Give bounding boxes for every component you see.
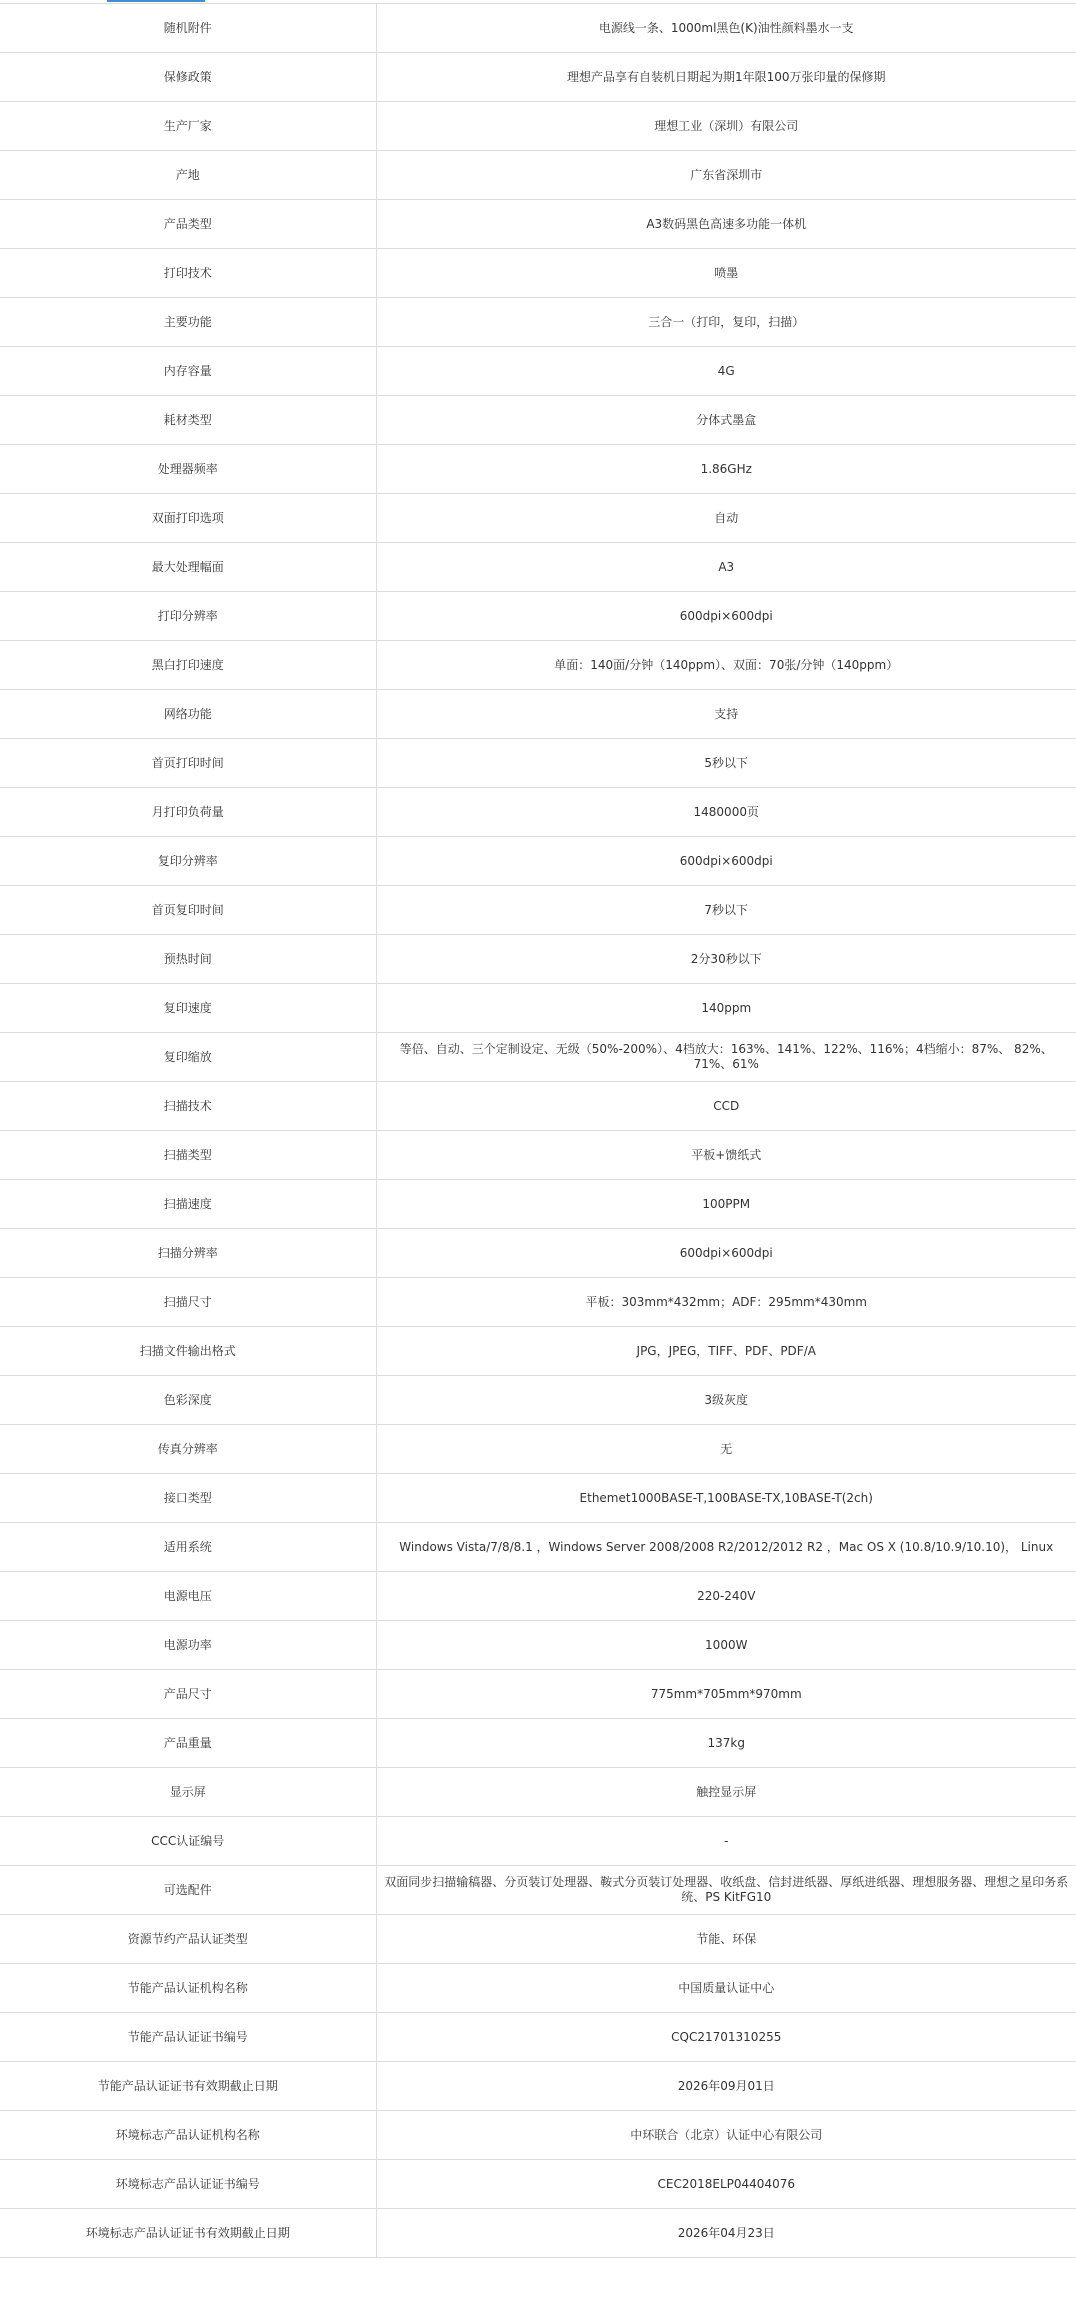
spec-value: 1480000页 [376,788,1076,837]
spec-value: 2分30秒以下 [376,935,1076,984]
spec-name: 主要功能 [0,298,376,347]
spec-value: 平板+馈纸式 [376,1131,1076,1180]
spec-value: 电源线一条、1000ml黑色(K)油性颜料墨水一支 [376,4,1076,53]
spec-name: 复印速度 [0,984,376,1033]
spec-value: - [376,1817,1076,1866]
spec-value: 600dpi×600dpi [376,592,1076,641]
spec-name: 首页复印时间 [0,886,376,935]
table-row [0,1523,1076,1572]
spec-name: 产品类型 [0,200,376,249]
table-row [0,396,1076,445]
spec-name: 资源节约产品认证类型 [0,1915,376,1964]
spec-value: 无 [376,1425,1076,1474]
table-row [0,1964,1076,2013]
table-row [0,1474,1076,1523]
table-row [0,739,1076,788]
table-row [0,445,1076,494]
table-row [0,2062,1076,2111]
spec-value: 触控显示屏 [376,1768,1076,1817]
spec-name: 随机附件 [0,4,376,53]
spec-value: 1.86GHz [376,445,1076,494]
table-row [0,1278,1076,1327]
table-row [0,102,1076,151]
spec-name: 复印缩放 [0,1033,376,1082]
spec-value: CEC2018ELP04404076 [376,2160,1076,2209]
spec-value: 喷墨 [376,249,1076,298]
spec-name: 扫描文件输出格式 [0,1327,376,1376]
spec-value: CCD [376,1082,1076,1131]
spec-name: 扫描类型 [0,1131,376,1180]
spec-name: 扫描技术 [0,1082,376,1131]
spec-name: 预热时间 [0,935,376,984]
table-row [0,4,1076,53]
spec-value: 137kg [376,1719,1076,1768]
spec-value: 140ppm [376,984,1076,1033]
spec-name: 色彩深度 [0,1376,376,1425]
spec-name: 环境标志产品认证证书编号 [0,2160,376,2209]
spec-value: 理想工业（深圳）有限公司 [376,102,1076,151]
table-row [0,592,1076,641]
table-row [0,1033,1076,1082]
table-row [0,151,1076,200]
spec-value: 中国质量认证中心 [376,1964,1076,2013]
table-row [0,1376,1076,1425]
spec-name: 处理器频率 [0,445,376,494]
spec-name: 打印技术 [0,249,376,298]
table-row [0,1621,1076,1670]
spec-name: 双面打印选项 [0,494,376,543]
spec-value: 2026年09月01日 [376,2062,1076,2111]
spec-name: 节能产品认证机构名称 [0,1964,376,2013]
spec-name: 环境标志产品认证机构名称 [0,2111,376,2160]
spec-value: Ethemet1000BASE-T,100BASE-TX,10BASE-T(2ch) [376,1474,1076,1523]
spec-value: 775mm*705mm*970mm [376,1670,1076,1719]
spec-name: 接口类型 [0,1474,376,1523]
table-row [0,2209,1076,2258]
spec-name: 月打印负荷量 [0,788,376,837]
table-row [0,1768,1076,1817]
spec-name: 环境标志产品认证证书有效期截止日期 [0,2209,376,2258]
table-row [0,690,1076,739]
spec-name: 可选配件 [0,1866,376,1915]
spec-name: 保修政策 [0,53,376,102]
spec-value: 单面：140面/分钟（140ppm）、双面：70张/分钟（140ppm） [376,641,1076,690]
spec-name: 扫描速度 [0,1180,376,1229]
table-row [0,249,1076,298]
table-row [0,837,1076,886]
spec-name: 复印分辨率 [0,837,376,886]
table-row [0,1229,1076,1278]
table-row [0,2013,1076,2062]
active-tab-indicator [107,0,205,2]
table-row [0,1082,1076,1131]
spec-value: 3级灰度 [376,1376,1076,1425]
spec-name: 生产厂家 [0,102,376,151]
table-row [0,347,1076,396]
table-row [0,1327,1076,1376]
spec-value: 双面同步扫描输稿器、分页装订处理器、鞍式分页装订处理器、收纸盘、信封进纸器、厚纸进纸器、理想服务器、理想之星印务系统、PS KitFG10 [376,1866,1076,1915]
spec-value: 等倍、自动、三个定制设定、无级（50%-200%）、4档放大：163%、141%、122%、116%；4档缩小：87%、 82%、71%、61% [376,1033,1076,1082]
spec-name: 网络功能 [0,690,376,739]
table-row [0,494,1076,543]
spec-name: 节能产品认证证书有效期截止日期 [0,2062,376,2111]
spec-value: 分体式墨盒 [376,396,1076,445]
table-row [0,1866,1076,1915]
table-row [0,2111,1076,2160]
table-row [0,298,1076,347]
spec-name: 耗材类型 [0,396,376,445]
spec-value: 自动 [376,494,1076,543]
spec-value: 600dpi×600dpi [376,1229,1076,1278]
spec-value: JPG，JPEG，TIFF、PDF、PDF/A [376,1327,1076,1376]
table-row [0,1131,1076,1180]
spec-table-body [0,4,1076,2258]
spec-name: 电源功率 [0,1621,376,1670]
table-row [0,984,1076,1033]
table-row [0,200,1076,249]
table-row [0,2160,1076,2209]
spec-name: 黑白打印速度 [0,641,376,690]
table-row [0,641,1076,690]
spec-value: 600dpi×600dpi [376,837,1076,886]
spec-value: 广东省深圳市 [376,151,1076,200]
spec-value: CQC21701310255 [376,2013,1076,2062]
spec-name: CCC认证编号 [0,1817,376,1866]
spec-table [0,3,1076,2258]
spec-value: 7秒以下 [376,886,1076,935]
spec-value: 2026年04月23日 [376,2209,1076,2258]
table-row [0,886,1076,935]
spec-value: 100PPM [376,1180,1076,1229]
table-row [0,1425,1076,1474]
spec-value: A3 [376,543,1076,592]
spec-value: 220-240V [376,1572,1076,1621]
table-row [0,788,1076,837]
spec-name: 首页打印时间 [0,739,376,788]
table-row [0,1572,1076,1621]
spec-name: 适用系统 [0,1523,376,1572]
table-row [0,1180,1076,1229]
spec-value: 节能、环保 [376,1915,1076,1964]
spec-value: 4G [376,347,1076,396]
spec-name: 节能产品认证证书编号 [0,2013,376,2062]
spec-value: 支持 [376,690,1076,739]
spec-name: 传真分辨率 [0,1425,376,1474]
spec-value: 5秒以下 [376,739,1076,788]
table-row [0,935,1076,984]
spec-name: 显示屏 [0,1768,376,1817]
table-row [0,1817,1076,1866]
table-row [0,1670,1076,1719]
spec-name: 扫描分辨率 [0,1229,376,1278]
spec-name: 扫描尺寸 [0,1278,376,1327]
spec-name: 打印分辨率 [0,592,376,641]
spec-value: 1000W [376,1621,1076,1670]
spec-value: 理想产品享有自装机日期起为期1年限100万张印量的保修期 [376,53,1076,102]
spec-value: 平板：303mm*432mm；ADF：295mm*430mm [376,1278,1076,1327]
table-row [0,543,1076,592]
spec-value: Windows Vista/7/8/8.1 ，Windows Server 2008/2008 R2/2012/2012 R2 ，Mac OS X (10.8/10.9/10.10)， Linux [376,1523,1076,1572]
spec-name: 电源电压 [0,1572,376,1621]
spec-name: 产品尺寸 [0,1670,376,1719]
table-row [0,1719,1076,1768]
spec-value: 三合一（打印，复印，扫描） [376,298,1076,347]
table-row [0,53,1076,102]
spec-value: 中环联合（北京）认证中心有限公司 [376,2111,1076,2160]
spec-name: 内存容量 [0,347,376,396]
table-row [0,1915,1076,1964]
spec-value: A3数码黑色高速多功能一体机 [376,200,1076,249]
spec-name: 产品重量 [0,1719,376,1768]
spec-name: 产地 [0,151,376,200]
spec-name: 最大处理幅面 [0,543,376,592]
